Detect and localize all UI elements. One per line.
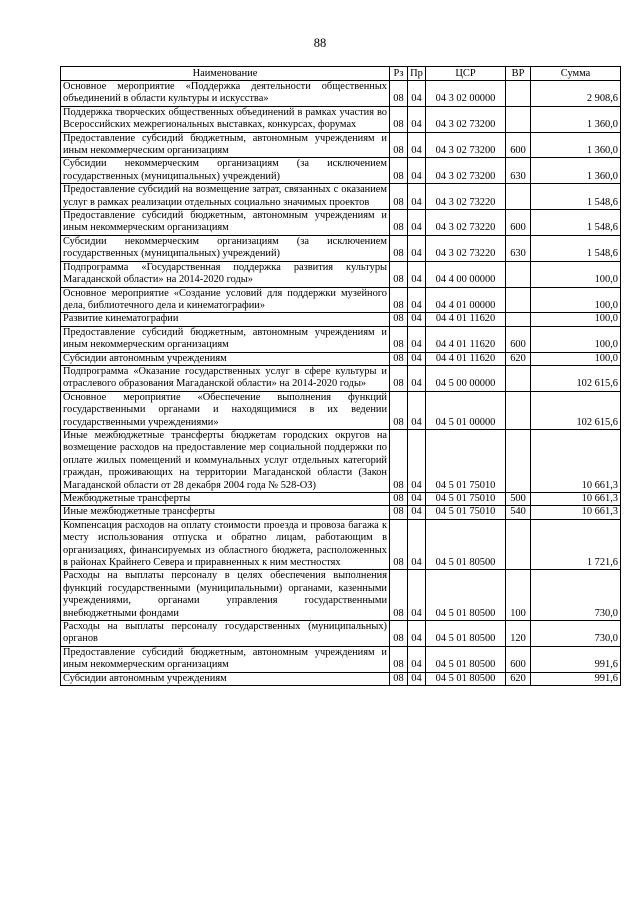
cell-vr: 620 — [506, 672, 531, 685]
table-row — [61, 570, 621, 621]
cell-rz: 08 — [390, 326, 408, 352]
cell-rz: 08 — [390, 493, 408, 506]
cell-vr — [506, 184, 531, 210]
cell-csr: 04 4 01 11620 — [426, 326, 506, 352]
cell-name: Компенсация расходов на оплату стоимости проезда и провоза багажа к месту использования отпуска и обратно лицам, работающим в организациях, финансируемых из областного бюджета, расположенных в районах Крайнего Севера и приравненных к ним местностях — [61, 519, 390, 570]
cell-vr: 600 — [506, 210, 531, 236]
table-row — [61, 672, 621, 685]
cell-csr: 04 3 02 00000 — [426, 81, 506, 107]
cell-name: Предоставление субсидий на возмещение затрат, связанных с оказанием услуг в рамках реализации отдельных социально значимых проектов — [61, 184, 390, 210]
cell-name: Субсидии некоммерческим организациям (за исключением государственных (муниципальных) учреждений) — [61, 235, 390, 261]
header-rz: Рз — [390, 67, 408, 81]
cell-sum: 102 615,6 — [531, 365, 621, 391]
table-row — [61, 646, 621, 672]
cell-rz: 08 — [390, 365, 408, 391]
header-name: Наименование — [61, 67, 390, 81]
cell-sum: 1 360,0 — [531, 132, 621, 158]
page-number: 88 — [313, 36, 327, 50]
cell-csr: 04 5 01 75010 — [426, 429, 506, 492]
cell-csr: 04 5 01 80500 — [426, 519, 506, 570]
table-row — [61, 106, 621, 132]
budget-table — [60, 66, 621, 686]
cell-rz: 08 — [390, 106, 408, 132]
cell-csr: 04 5 01 80500 — [426, 646, 506, 672]
cell-sum: 1 721,6 — [531, 519, 621, 570]
cell-name: Предоставление субсидий бюджетным, автономным учреждениям и иным некоммерческим организациям — [61, 646, 390, 672]
cell-vr: 600 — [506, 646, 531, 672]
cell-rz: 08 — [390, 646, 408, 672]
cell-vr: 540 — [506, 506, 531, 519]
cell-rz: 08 — [390, 621, 408, 647]
header-csr: ЦСР — [426, 67, 506, 81]
table-row — [61, 261, 621, 287]
table-row — [61, 429, 621, 492]
cell-sum: 10 661,3 — [531, 493, 621, 506]
cell-csr: 04 5 01 75010 — [426, 493, 506, 506]
cell-name: Предоставление субсидий бюджетным, автономным учреждениям и иным некоммерческим организациям — [61, 210, 390, 236]
cell-sum: 1 360,0 — [531, 106, 621, 132]
cell-vr: 500 — [506, 493, 531, 506]
cell-pr: 04 — [408, 313, 426, 326]
cell-name: Основное мероприятие «Поддержка деятельности общественных объединений в области культуры и искусства» — [61, 81, 390, 107]
cell-rz: 08 — [390, 184, 408, 210]
cell-pr: 04 — [408, 570, 426, 621]
table-row — [61, 287, 621, 313]
cell-rz: 08 — [390, 429, 408, 492]
cell-pr: 04 — [408, 429, 426, 492]
cell-sum: 730,0 — [531, 621, 621, 647]
cell-rz: 08 — [390, 132, 408, 158]
cell-rz: 08 — [390, 391, 408, 429]
table-row — [61, 326, 621, 352]
cell-pr: 04 — [408, 235, 426, 261]
cell-csr: 04 3 02 73200 — [426, 132, 506, 158]
cell-sum: 1 548,6 — [531, 235, 621, 261]
table-row — [61, 184, 621, 210]
cell-pr: 04 — [408, 158, 426, 184]
cell-csr: 04 5 01 80500 — [426, 621, 506, 647]
table-row — [61, 391, 621, 429]
cell-name: Расходы на выплаты персоналу в целях обеспечения выполнения функций государственными (муниципальными) органами, казенными учреждениями, органами управления государственными внебюджетными фондами — [61, 570, 390, 621]
cell-pr: 04 — [408, 81, 426, 107]
cell-sum: 991,6 — [531, 646, 621, 672]
table-header-row — [61, 67, 621, 81]
cell-pr: 04 — [408, 287, 426, 313]
cell-name: Межбюджетные трансферты — [61, 493, 390, 506]
cell-rz: 08 — [390, 313, 408, 326]
cell-csr: 04 3 02 73220 — [426, 210, 506, 236]
cell-name: Подпрограмма «Оказание государственных услуг в сфере культуры и отраслевого образования Магаданской области» на 2014-2020 годы» — [61, 365, 390, 391]
cell-csr: 04 3 02 73200 — [426, 158, 506, 184]
cell-pr: 04 — [408, 506, 426, 519]
cell-sum: 102 615,6 — [531, 391, 621, 429]
cell-rz: 08 — [390, 81, 408, 107]
cell-rz: 08 — [390, 570, 408, 621]
cell-rz: 08 — [390, 672, 408, 685]
table-row — [61, 621, 621, 647]
cell-sum: 730,0 — [531, 570, 621, 621]
cell-sum: 2 908,6 — [531, 81, 621, 107]
cell-name: Субсидии автономным учреждениям — [61, 352, 390, 365]
cell-csr: 04 4 00 00000 — [426, 261, 506, 287]
cell-csr: 04 3 02 73200 — [426, 106, 506, 132]
cell-rz: 08 — [390, 261, 408, 287]
cell-csr: 04 4 01 11620 — [426, 313, 506, 326]
cell-pr: 04 — [408, 391, 426, 429]
cell-vr — [506, 261, 531, 287]
header-sum: Сумма — [531, 67, 621, 81]
cell-csr: 04 4 01 11620 — [426, 352, 506, 365]
cell-name: Субсидии некоммерческим организациям (за исключением государственных (муниципальных) учреждений) — [61, 158, 390, 184]
cell-csr: 04 5 01 75010 — [426, 506, 506, 519]
cell-rz: 08 — [390, 287, 408, 313]
cell-pr: 04 — [408, 210, 426, 236]
cell-csr: 04 3 02 73220 — [426, 235, 506, 261]
cell-vr: 100 — [506, 570, 531, 621]
cell-name: Субсидии автономным учреждениям — [61, 672, 390, 685]
cell-pr: 04 — [408, 672, 426, 685]
cell-csr: 04 4 01 00000 — [426, 287, 506, 313]
cell-vr: 630 — [506, 158, 531, 184]
cell-vr: 600 — [506, 132, 531, 158]
cell-sum: 100,0 — [531, 352, 621, 365]
cell-name: Развитие кинематографии — [61, 313, 390, 326]
table-row — [61, 132, 621, 158]
table-row — [61, 158, 621, 184]
table-row — [61, 210, 621, 236]
cell-vr: 630 — [506, 235, 531, 261]
cell-pr: 04 — [408, 646, 426, 672]
cell-name: Иные межбюджетные трансферты бюджетам городских округов на возмещение расходов на предоставление мер социальной поддержки по оплате жилых помещений и коммунальных услуг отдельных категорий граждан, проживающих на территории Магаданской области (Закон Магаданской области от 28 декабря 2004 года № 528-ОЗ) — [61, 429, 390, 492]
cell-sum: 10 661,3 — [531, 429, 621, 492]
cell-name: Расходы на выплаты персоналу государственных (муниципальных) органов — [61, 621, 390, 647]
table-row — [61, 235, 621, 261]
cell-vr — [506, 519, 531, 570]
cell-pr: 04 — [408, 519, 426, 570]
cell-rz: 08 — [390, 519, 408, 570]
cell-vr — [506, 287, 531, 313]
cell-name: Предоставление субсидий бюджетным, автономным учреждениям и иным некоммерческим организациям — [61, 326, 390, 352]
cell-sum: 1 548,6 — [531, 184, 621, 210]
cell-pr: 04 — [408, 184, 426, 210]
table-row — [61, 365, 621, 391]
cell-vr — [506, 313, 531, 326]
cell-pr: 04 — [408, 365, 426, 391]
cell-csr: 04 5 01 80500 — [426, 570, 506, 621]
cell-rz: 08 — [390, 352, 408, 365]
header-pr: Пр — [408, 67, 426, 81]
cell-vr: 620 — [506, 352, 531, 365]
cell-name: Иные межбюджетные трансферты — [61, 506, 390, 519]
cell-name: Предоставление субсидий бюджетным, автономным учреждениям и иным некоммерческим организациям — [61, 132, 390, 158]
cell-rz: 08 — [390, 158, 408, 184]
cell-vr: 120 — [506, 621, 531, 647]
cell-pr: 04 — [408, 106, 426, 132]
cell-name: Основное мероприятие «Обеспечение выполнения функций государственными органами и находящимися в их ведении государственными учреждениями» — [61, 391, 390, 429]
table-row — [61, 519, 621, 570]
cell-sum: 100,0 — [531, 261, 621, 287]
cell-sum: 100,0 — [531, 326, 621, 352]
cell-pr: 04 — [408, 132, 426, 158]
cell-pr: 04 — [408, 352, 426, 365]
cell-name: Подпрограмма «Государственная поддержка развития культуры Магаданской области» на 2014-2020 годы» — [61, 261, 390, 287]
cell-vr — [506, 429, 531, 492]
cell-vr — [506, 81, 531, 107]
cell-csr: 04 5 01 00000 — [426, 391, 506, 429]
cell-rz: 08 — [390, 210, 408, 236]
table-row — [61, 352, 621, 365]
table-row — [61, 506, 621, 519]
cell-sum: 10 661,3 — [531, 506, 621, 519]
cell-name: Поддержка творческих общественных объединений в рамках участия во Всероссийских межрегиональных выставках, конкурсах, форумах — [61, 106, 390, 132]
cell-sum: 100,0 — [531, 313, 621, 326]
cell-vr: 600 — [506, 326, 531, 352]
cell-name: Основное мероприятие «Создание условий для поддержки музейного дела, библиотечного дела и кинематографии» — [61, 287, 390, 313]
cell-rz: 08 — [390, 506, 408, 519]
cell-sum: 1 360,0 — [531, 158, 621, 184]
cell-csr: 04 5 01 80500 — [426, 672, 506, 685]
table-row — [61, 313, 621, 326]
cell-sum: 100,0 — [531, 287, 621, 313]
cell-pr: 04 — [408, 621, 426, 647]
cell-sum: 1 548,6 — [531, 210, 621, 236]
cell-pr: 04 — [408, 493, 426, 506]
cell-csr: 04 3 02 73220 — [426, 184, 506, 210]
cell-sum: 991,6 — [531, 672, 621, 685]
table-row — [61, 81, 621, 107]
cell-pr: 04 — [408, 326, 426, 352]
cell-csr: 04 5 00 00000 — [426, 365, 506, 391]
cell-vr — [506, 106, 531, 132]
cell-rz: 08 — [390, 235, 408, 261]
cell-vr — [506, 365, 531, 391]
table-row — [61, 493, 621, 506]
cell-pr: 04 — [408, 261, 426, 287]
header-vr: ВР — [506, 67, 531, 81]
cell-vr — [506, 391, 531, 429]
